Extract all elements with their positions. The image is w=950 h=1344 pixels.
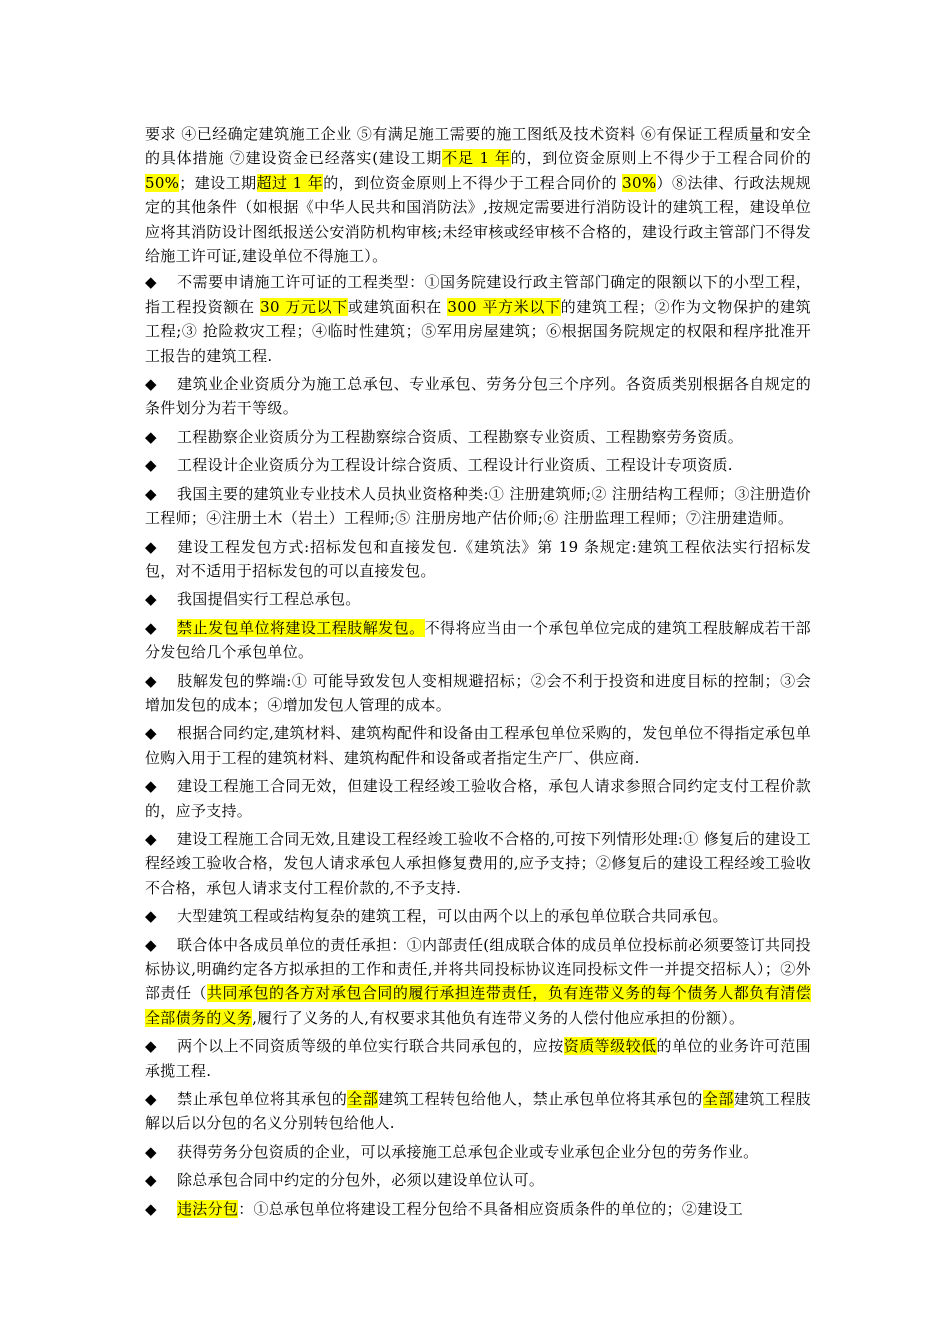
bullet-paragraph [145, 482, 811, 531]
text-run: 建筑工程转包给他人，禁止承包单位将其承包的 [378, 1090, 703, 1109]
text-run: 建设工程发包方式:招标发包和直接发包.《建筑法》第 19 条规定:建筑工程依法实行招标发包，对不适用于招标发包的可以直接发包。 [145, 537, 811, 580]
bullet-paragraph [145, 1140, 811, 1164]
highlighted-text: 不足 1 年 [442, 149, 511, 168]
text-run: 我国提倡实行工程总承包。 [177, 590, 361, 609]
text-run: 不需要申请施工许可证的工程类型：①国务院建设行政主管部门确定的限额以下的小型工程，指工程投资额在 [145, 273, 811, 316]
diamond-bullet-icon: ◆ [145, 907, 157, 926]
diamond-bullet-icon: ◆ [145, 590, 157, 609]
highlighted-text: 30% [622, 173, 657, 192]
highlighted-text: 全部 [702, 1090, 734, 1109]
bullet-paragraph [145, 827, 811, 900]
diamond-bullet-icon: ◆ [145, 1142, 157, 1161]
text-run: 不得将应当由一个承包单位完成的建筑工程肢解成若干部分发包给几个承包单位。 [145, 618, 811, 662]
bullet-paragraph [145, 1197, 811, 1221]
text-run: 的建筑工程；②作为文物保护的建筑工程;③ 抢险救灾工程；④临时性建筑；⑤军用房屋建筑；⑥根据国务院规定的权限和程序批准开工报告的建筑工程. [145, 297, 811, 365]
bullet-paragraph [145, 425, 811, 449]
text-run: 获得劳务分包资质的企业，可以承接施工总承包企业或专业承包企业分包的劳务作业。 [177, 1142, 759, 1161]
highlighted-text: 共同承包的各方对承包合同的履行承担连带责任，负有连带义务的每个债务人都负有清偿全部债务的义务 [145, 984, 811, 1027]
diamond-bullet-icon: ◆ [145, 724, 157, 743]
bullet-paragraph [145, 1087, 811, 1136]
text-run: 根据合同约定,建筑材料、建筑构配件和设备由工程承包单位采购的，发包单位不得指定承包单位购入用于工程的建筑材料、建筑构配件和设备或者指定生产厂、供应商. [145, 724, 811, 767]
diamond-bullet-icon: ◆ [145, 935, 157, 954]
text-run: ）⑧法律、行政法规规定的其他条件（如根据《中华人民共和国消防法》,按规定需要进行消防设计的建筑工程，建设单位应将其消防设计图纸报送公安消防机构审核;未经审核或经审核不合格的，建设行政主管部门不得发给施工许可证,建设单位不得施工）。 [145, 173, 811, 266]
text-run: ,履行了义务的人,有权要求其他负有连带义务的人偿付他应承担的份额）。 [252, 1008, 745, 1027]
text-run: 大型建筑工程或结构复杂的建筑工程，可以由两个以上的承包单位联合共同承包。 [177, 907, 728, 926]
text-paragraph [145, 122, 811, 268]
bullet-paragraph [145, 933, 811, 1031]
highlighted-text: 资质等级较低 [563, 1037, 657, 1056]
diamond-bullet-icon: ◆ [145, 427, 157, 446]
text-run: 联合体中各成员单位的责任承担：①内部责任(组成联合体的成员单位投标前必须要签订共同投标协议,明确约定各方拟承担的工作和责任,并将共同投标协议连同投标文件一并提交招标人）；②外部责任（ [145, 935, 811, 1003]
text-run: 建设工程施工合同无效,且建设工程经竣工验收不合格的,可按下列情形处理:① 修复后的建设工程经竣工验收合格，发包人请求承包人承担修复费用的,应予支持；②修复后的建设工程经竣工验收不合格，承包人请求支付工程价款的,不予支持. [145, 829, 811, 897]
highlighted-text: 违法分包 [177, 1199, 239, 1218]
diamond-bullet-icon: ◆ [145, 1199, 157, 1218]
bullet-paragraph [145, 587, 811, 611]
diamond-bullet-icon: ◆ [145, 456, 157, 475]
text-run: 两个以上不同资质等级的单位实行联合共同承包的，应按 [177, 1037, 564, 1056]
text-run: 建筑业企业资质分为施工总承包、专业承包、劳务分包三个序列。各资质类别根据各自规定的条件划分为若干等级。 [145, 375, 811, 418]
bullet-paragraph [145, 270, 811, 368]
diamond-bullet-icon: ◆ [145, 537, 157, 556]
bullet-paragraph [145, 535, 811, 584]
diamond-bullet-icon: ◆ [145, 777, 157, 796]
highlighted-text: 全部 [347, 1090, 379, 1109]
diamond-bullet-icon: ◆ [145, 484, 157, 503]
text-run: 或建筑面积在 [347, 297, 448, 316]
bullet-paragraph [145, 669, 811, 718]
text-run: 工程设计企业资质分为工程设计综合资质、工程设计行业资质、工程设计专项资质. [177, 456, 733, 475]
text-run: 肢解发包的弊端:① 可能导致发包人变相规避招标；②会不利于投资和进度目标的控制；③会增加发包的成本；④增加发包人管理的成本。 [145, 671, 811, 714]
text-run: 要求 ④已经确定建筑施工企业 ⑤有满足施工需要的施工图纸及技术资料 ⑥有保证工程质量和安全的具体措施 ⑦建设资金已经落实(建设工期 [145, 125, 811, 168]
bullet-paragraph [145, 774, 811, 823]
text-run: 建设工程施工合同无效，但建设工程经竣工验收合格，承包人请求参照合同约定支付工程价款的，应予支持。 [145, 777, 811, 820]
highlighted-text: 30 万元以下 [260, 297, 348, 316]
text-run: 除总承包合同中约定的分包外，必须以建设单位认可。 [177, 1171, 545, 1190]
bullet-paragraph [145, 1034, 811, 1083]
document-body [145, 122, 811, 1225]
text-run: 禁止承包单位将其承包的 [177, 1090, 348, 1109]
bullet-paragraph [145, 904, 811, 928]
text-run: 的，到位资金原则上不得少于工程合同价的 [510, 149, 811, 168]
diamond-bullet-icon: ◆ [145, 1090, 157, 1109]
bullet-paragraph [145, 1168, 811, 1192]
text-run: ：①总承包单位将建设工程分包给不具备相应资质条件的单位的；②建设工 [238, 1199, 744, 1218]
bullet-paragraph [145, 372, 811, 421]
text-run: ；建设工期 [179, 173, 257, 192]
diamond-bullet-icon: ◆ [145, 671, 157, 690]
text-run: 我国主要的建筑业专业技术人员执业资格种类:① 注册建筑师;② 注册结构工程师；③注册造价工程师；④注册土木（岩土）工程师;⑤ 注册房地产估价师;⑥ 注册监理工程师；⑦注册建造师。 [145, 484, 811, 528]
bullet-paragraph [145, 453, 811, 477]
text-run: 的单位的业务许可范围承揽工程. [145, 1037, 811, 1080]
diamond-bullet-icon: ◆ [145, 375, 157, 394]
text-run: 工程勘察企业资质分为工程勘察综合资质、工程勘察专业资质、工程勘察劳务资质。 [177, 427, 744, 446]
highlighted-text: 禁止发包单位将建设工程肢解发包。 [177, 618, 425, 637]
diamond-bullet-icon: ◆ [145, 829, 157, 848]
diamond-bullet-icon: ◆ [145, 618, 157, 637]
diamond-bullet-icon: ◆ [145, 1171, 157, 1190]
diamond-bullet-icon: ◆ [145, 273, 157, 292]
bullet-paragraph [145, 721, 811, 770]
highlighted-text: 300 平方米以下 [447, 297, 561, 316]
bullet-paragraph [145, 616, 811, 665]
highlighted-text: 50% [145, 173, 180, 192]
diamond-bullet-icon: ◆ [145, 1037, 157, 1056]
text-run: 的，到位资金原则上不得少于工程合同价的 [323, 173, 623, 192]
highlighted-text: 超过 1 年 [256, 173, 324, 192]
text-run: 建筑工程肢解以后以分包的名义分别转包给他人. [145, 1090, 811, 1133]
